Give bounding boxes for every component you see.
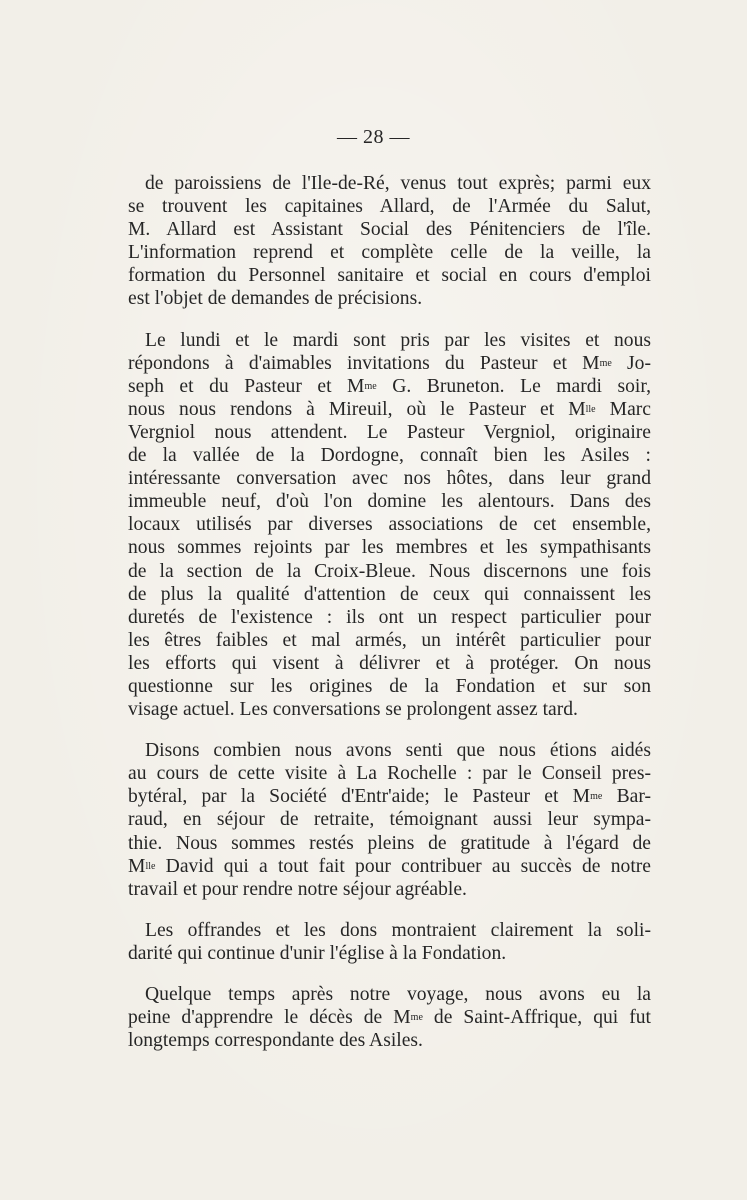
- page-number: — 28 —: [337, 126, 410, 148]
- text-line: thie. Nous sommes restés pleins de gratitude à l'égard de: [128, 832, 651, 854]
- text-line: Les offrandes et les dons montraient clairement la soli-: [145, 919, 651, 941]
- text-line: immeuble neuf, d'où l'on domine les alentours. Dans des: [128, 491, 651, 513]
- body-text: [128, 172, 651, 1052]
- text-line: au cours de cette visite à La Rochelle : par le Conseil pres-: [128, 763, 651, 785]
- text-line: de la vallée de la Dordogne, connaît bien les Asiles :: [128, 445, 651, 467]
- text-line: $M^{lle}$ David qui a tout fait pour contribuer au succès de notre: [128, 855, 651, 877]
- text-line: formation du Personnel sanitaire et social en cours d'emploi: [128, 265, 651, 287]
- text-line: seph et du Pasteur et $M^{me}$ G. Bruneton. Le mardi soir,: [128, 375, 651, 397]
- text-line: se trouvent les capitaines Allard, de l'Armée du Salut,: [128, 196, 651, 218]
- text-line: questionne sur les origines de la Fondation et sur son: [128, 675, 651, 697]
- text-line: est l'objet de demandes de précisions.: [128, 288, 423, 310]
- text-line: Vergniol nous attendent. Le Pasteur Vergniol, originaire: [128, 421, 651, 443]
- text-line: peine d'apprendre le décès de $M^{me}$ de Saint-Affrique, qui fut: [128, 1007, 651, 1029]
- text-line: nous nous rendons à Mireuil, où le Pasteur et $M^{lle}$ Marc: [128, 398, 651, 420]
- text-line: Disons combien nous avons senti que nous étions aidés: [145, 740, 651, 762]
- text-line: raud, en séjour de retraite, témoignant aussi leur sympa-: [128, 809, 651, 831]
- text-line: de plus la qualité d'attention de ceux qui connaissent les: [128, 583, 651, 605]
- paragraph: [128, 172, 651, 311]
- text-line: M. Allard est Assistant Social des Pénitenciers de l'île.: [128, 219, 651, 241]
- text-line: L'information reprend et complète celle de la veille, la: [128, 242, 651, 264]
- paragraph: [128, 983, 651, 1052]
- paragraph: [128, 329, 651, 722]
- text-line: nous sommes rejoints par les membres et les sympathisants: [128, 537, 651, 559]
- paragraph: [128, 739, 651, 901]
- text-line: travail et pour rendre notre séjour agréable.: [128, 878, 467, 900]
- text-line: de paroissiens de l'Ile-de-Ré, venus tout exprès; parmi eux: [145, 173, 651, 194]
- text-line: de la section de la Croix-Bleue. Nous discernons une fois: [128, 560, 651, 582]
- text-line: longtemps correspondante des Asiles.: [128, 1030, 423, 1052]
- text-line: les efforts qui visent à délivrer et à protéger. On nous: [128, 652, 651, 674]
- text-line: Le lundi et le mardi sont pris par les visites et nous: [145, 329, 651, 351]
- text-line: répondons à d'aimables invitations du Pasteur et $M^{me}$ Jo-: [128, 352, 651, 374]
- text-line: visage actuel. Les conversations se prolongent assez tard.: [128, 699, 578, 721]
- text-line: locaux utilisés par diverses associations de cet ensemble,: [128, 514, 651, 536]
- text-line: bytéral, par la Société d'Entr'aide; le Pasteur et $M^{me}$ Bar-: [128, 786, 651, 808]
- text-line: les êtres faibles et mal armés, un intérêt particulier pour: [128, 629, 651, 651]
- text-line: darité qui continue d'unir l'église à la Fondation.: [128, 942, 507, 964]
- text-line: intéressante conversation avec nos hôtes, dans leur grand: [128, 468, 651, 490]
- text-line: duretés de l'existence : ils ont un respect particulier pour: [128, 606, 651, 628]
- paragraph: [128, 919, 651, 965]
- text-line: Quelque temps après notre voyage, nous avons eu la: [145, 984, 651, 1005]
